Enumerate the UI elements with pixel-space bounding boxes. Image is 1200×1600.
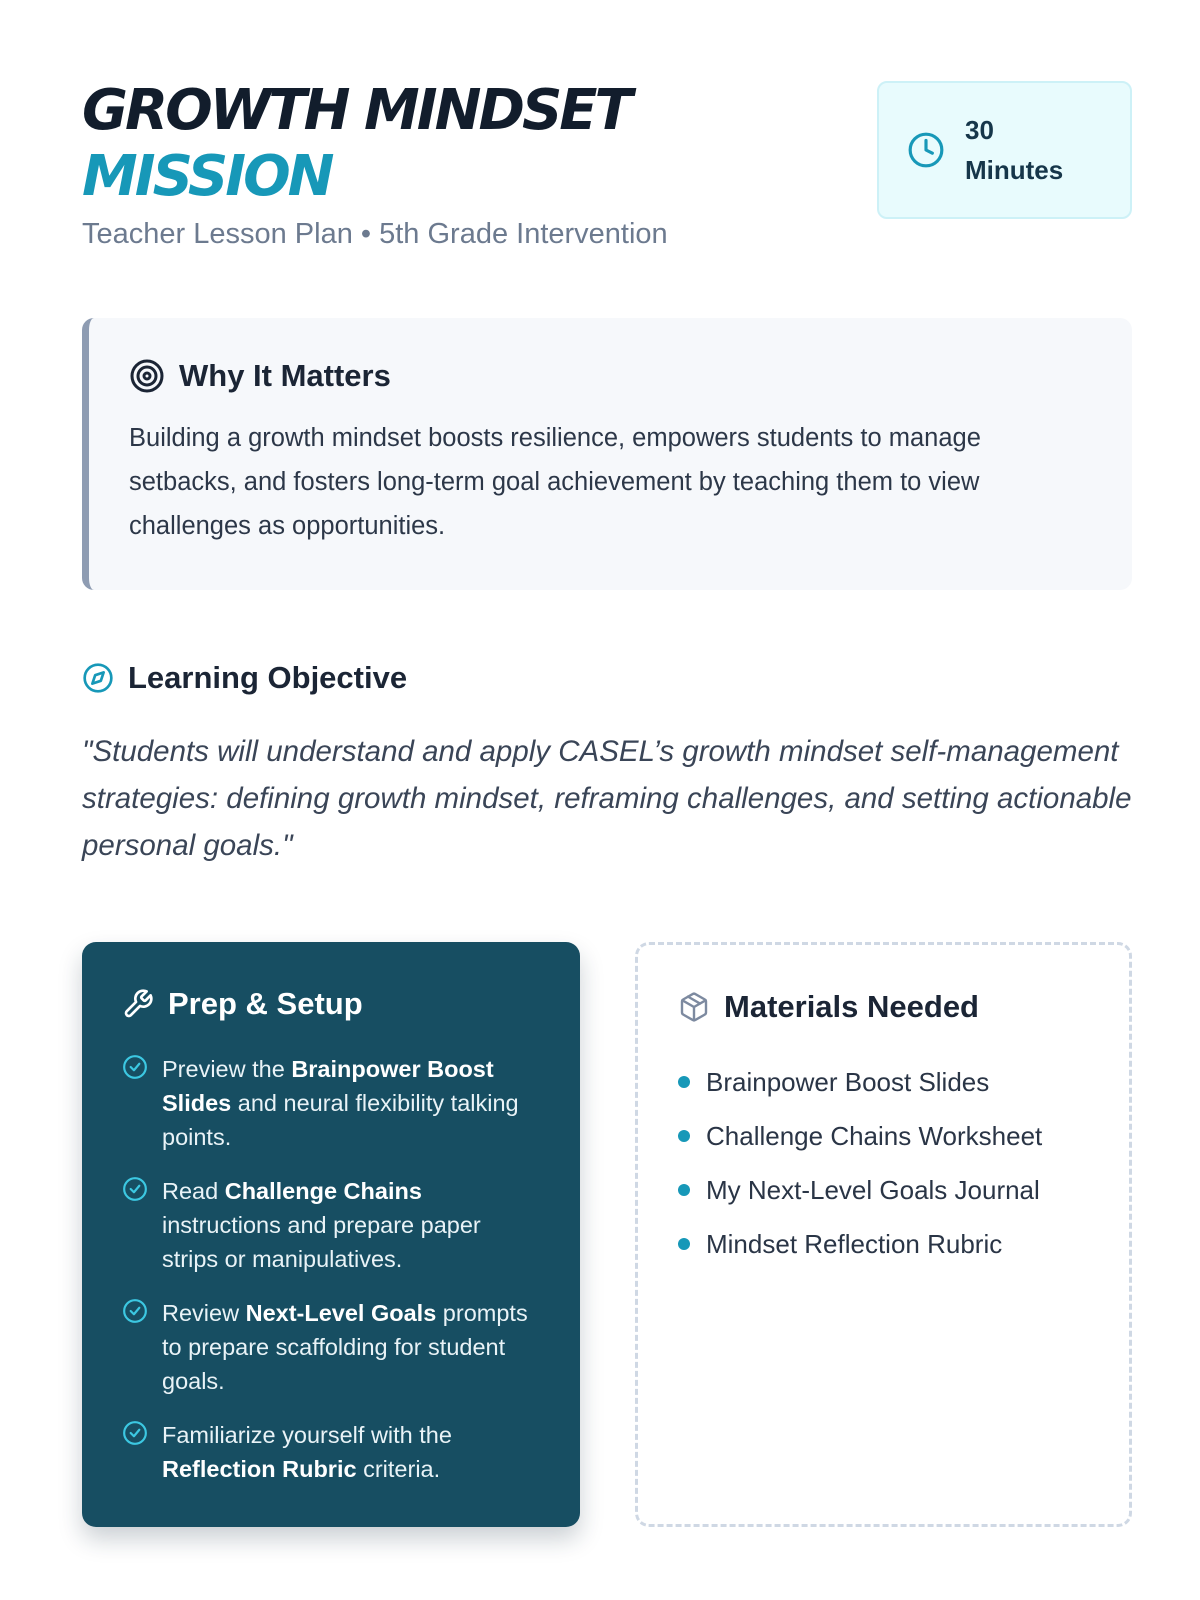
prep-item-text: Read Challenge Chains instructions and prepare paper strips or manipulatives. — [162, 1178, 481, 1272]
bullet-dot-icon — [678, 1238, 690, 1250]
check-circle-icon — [122, 1054, 148, 1080]
materials-list — [678, 1055, 1089, 1271]
why-it-matters-title: Why It Matters — [179, 358, 391, 393]
materials-item-label: Mindset Reflection Rubric — [706, 1228, 1003, 1259]
prep-setup-header — [122, 986, 540, 1022]
prep-item — [122, 1418, 540, 1486]
learning-objective-section — [82, 660, 1152, 869]
materials-item-label: Challenge Chains Worksheet — [706, 1120, 1043, 1151]
learning-objective-title: Learning Objective — [128, 660, 408, 695]
prep-setup-list — [122, 1052, 540, 1486]
materials-needed-card — [635, 942, 1132, 1527]
compass-icon — [82, 662, 114, 694]
prep-item-text: Preview the Brainpower Boost Slides and neural flexibility talking points. — [162, 1056, 519, 1150]
learning-objective-quote: "Students will understand and apply CASEL’s growth mindset self-management strategies: defining growth mindset, reframing challenges, and setting actionable personal goals." — [82, 735, 1132, 862]
learning-objective-header — [82, 660, 1152, 696]
duration-text — [965, 110, 1063, 190]
title-line-2: MISSION — [82, 144, 332, 209]
page-subtitle: Teacher Lesson Plan • 5th Grade Intervention — [82, 218, 668, 250]
materials-needed-title: Materials Needed — [724, 989, 979, 1024]
title-line-1: GROWTH MINDSET — [82, 78, 630, 143]
check-circle-icon — [122, 1176, 148, 1202]
prep-item-text: Review Next-Level Goals prompts to prepare scaffolding for student goals. — [162, 1300, 528, 1394]
prep-item-text: Familiarize yourself with the Reflection Rubric criteria. — [162, 1422, 452, 1482]
target-icon — [129, 358, 165, 394]
bullet-dot-icon — [678, 1130, 690, 1142]
duration-unit: Minutes — [965, 155, 1064, 185]
why-it-matters-body: Building a growth mindset boosts resilience, empowers students to manage setbacks, and fosters long-term goal achievement by teaching them to view challenges as opportunities. — [129, 424, 981, 540]
prep-setup-card — [82, 942, 580, 1527]
why-it-matters-header — [129, 358, 1092, 394]
prep-item — [122, 1174, 540, 1276]
why-it-matters-panel — [82, 318, 1132, 590]
duration-badge — [877, 81, 1132, 219]
materials-item — [678, 1163, 1089, 1217]
box-icon — [678, 991, 710, 1023]
prep-item — [122, 1052, 540, 1154]
check-circle-icon — [122, 1420, 148, 1446]
bullet-dot-icon — [678, 1076, 690, 1088]
materials-item-label: My Next-Level Goals Journal — [706, 1174, 1040, 1205]
prep-setup-title: Prep & Setup — [168, 986, 363, 1021]
prep-item — [122, 1296, 540, 1398]
duration-value: 30 — [965, 115, 994, 145]
check-circle-icon — [122, 1298, 148, 1324]
materials-item — [678, 1055, 1089, 1109]
materials-needed-header — [678, 989, 1089, 1025]
materials-item — [678, 1217, 1089, 1271]
materials-item-label: Brainpower Boost Slides — [706, 1066, 990, 1097]
bullet-dot-icon — [678, 1184, 690, 1196]
wrench-icon — [122, 988, 154, 1020]
clock-icon — [907, 131, 945, 169]
materials-item — [678, 1109, 1089, 1163]
